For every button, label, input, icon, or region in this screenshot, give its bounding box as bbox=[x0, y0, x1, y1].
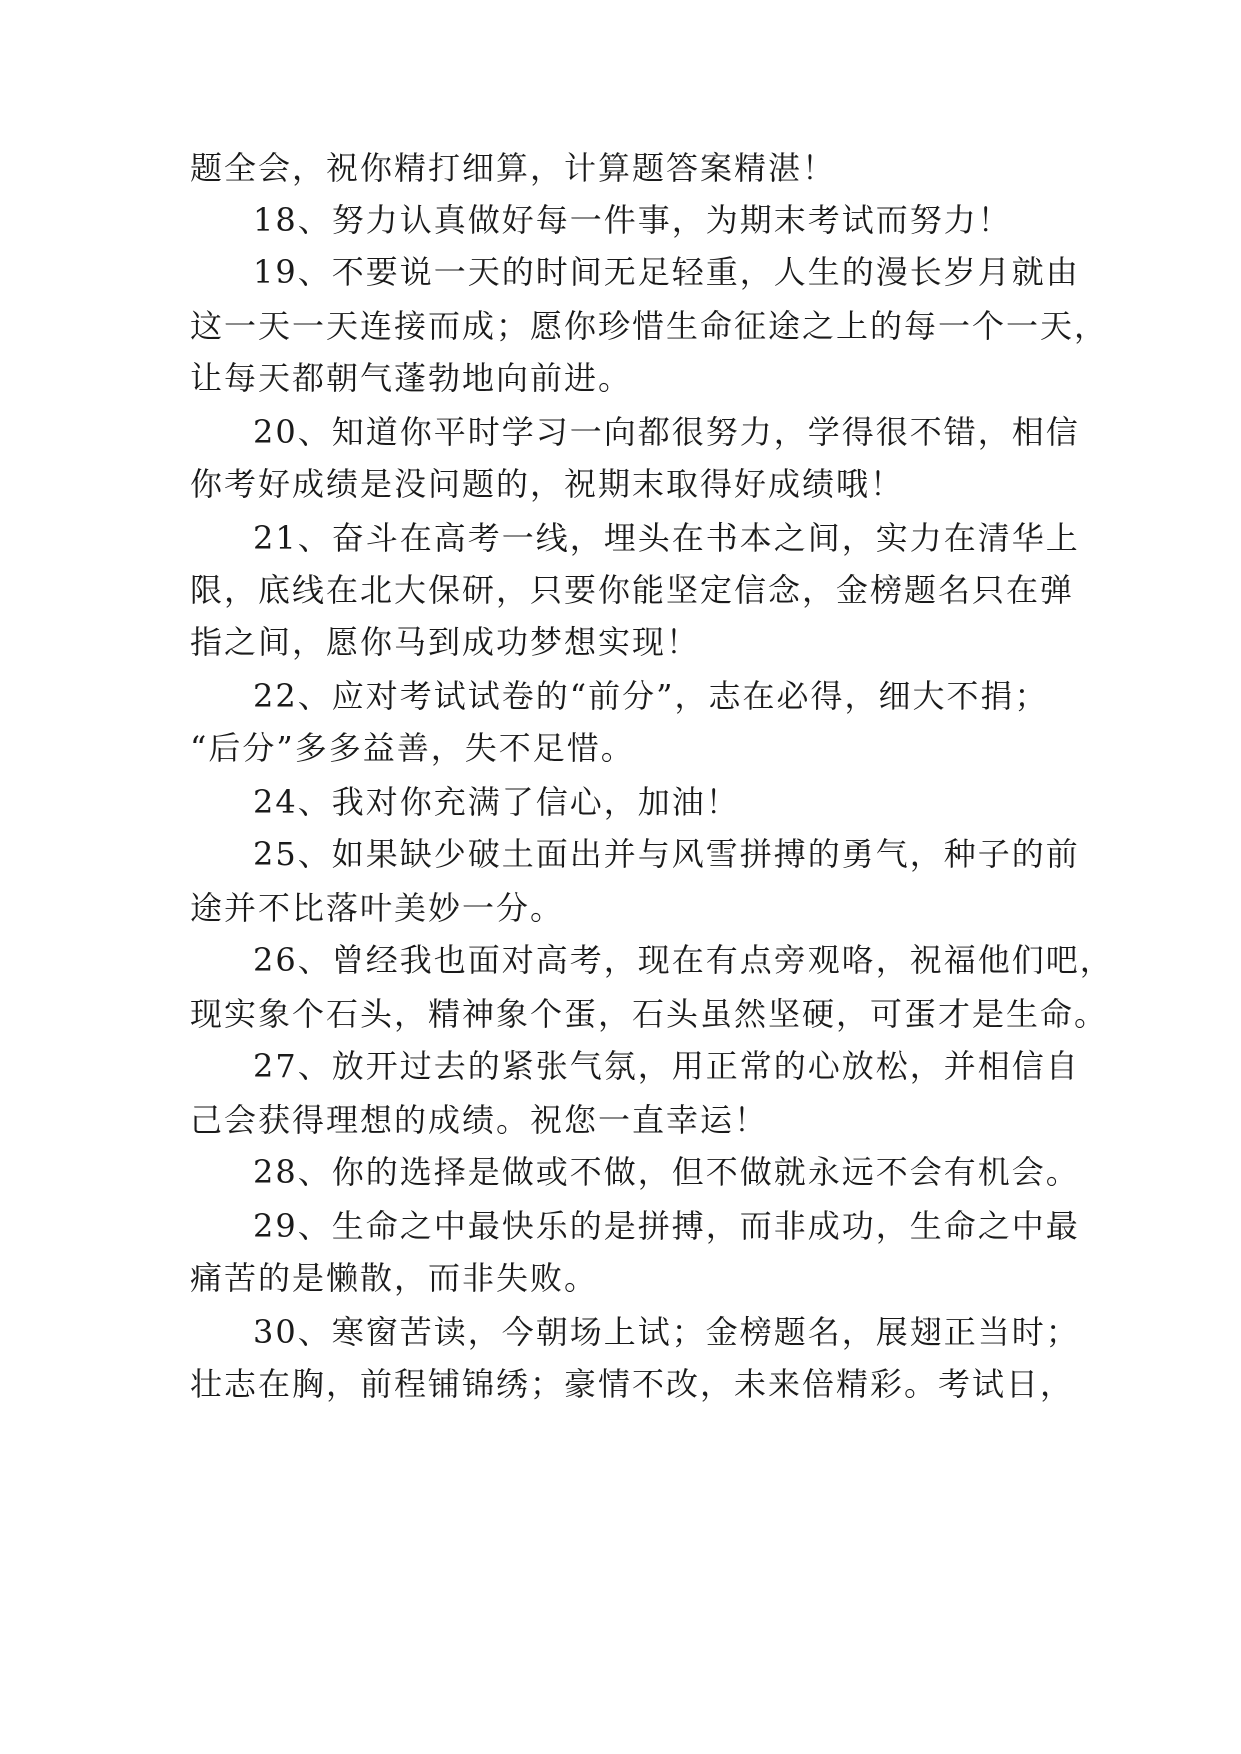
text-line: 途并不比落叶美妙一分。 bbox=[190, 889, 565, 927]
text-line: 让每天都朝气蓬勃地向前进。 bbox=[190, 359, 633, 397]
text-line: 26、曾经我也面对高考，现在有点旁观咯，祝福他们吧， bbox=[253, 941, 1114, 979]
text-line: 这一天一天连接而成；愿你珍惜生命征途之上的每一个一天， bbox=[190, 307, 1109, 345]
text-line: 壮志在胸，前程铺锦绣；豪情不改，未来倍精彩。考试日， bbox=[190, 1365, 1075, 1403]
text-line: 24、我对你充满了信心，加油！ bbox=[253, 783, 740, 821]
text-line: 指之间，愿你马到成功梦想实现！ bbox=[190, 623, 701, 661]
text-line: 25、如果缺少破土面出并与风雪拼搏的勇气，种子的前 bbox=[253, 835, 1080, 873]
text-line: 29、生命之中最快乐的是拼搏，而非成功，生命之中最 bbox=[253, 1207, 1080, 1245]
text-line: 你考好成绩是没问题的，祝期末取得好成绩哦！ bbox=[190, 465, 905, 503]
text-line: 20、知道你平时学习一向都很努力，学得很不错，相信 bbox=[253, 413, 1080, 451]
text-line: 28、你的选择是做或不做，但不做就永远不会有机会。 bbox=[253, 1153, 1080, 1191]
text-line: 18、努力认真做好每一件事，为期末考试而努力！ bbox=[253, 201, 1012, 239]
text-line: 现实象个石头，精神象个蛋，石头虽然坚硬，可蛋才是生命。 bbox=[190, 995, 1109, 1033]
text-line: 27、放开过去的紧张气氛，用正常的心放松，并相信自 bbox=[253, 1047, 1080, 1085]
text-line: “后分”多多益善，失不足惜。 bbox=[190, 729, 635, 767]
text-line: 19、不要说一天的时间无足轻重，人生的漫长岁月就由 bbox=[253, 253, 1080, 291]
text-line: 21、奋斗在高考一线，埋头在书本之间，实力在清华上 bbox=[253, 519, 1080, 557]
text-line: 题全会，祝你精打细算，计算题答案精湛！ bbox=[190, 149, 837, 187]
text-line: 痛苦的是懒散，而非失败。 bbox=[190, 1259, 599, 1297]
text-line: 22、应对考试试卷的“前分”，志在必得，细大不捐； bbox=[253, 677, 1049, 715]
text-line: 30、寒窗苦读，今朝场上试；金榜题名，展翅正当时； bbox=[253, 1313, 1080, 1351]
text-line: 己会获得理想的成绩。祝您一直幸运！ bbox=[190, 1101, 769, 1139]
text-line: 限，底线在北大保研，只要你能坚定信念，金榜题名只在弹 bbox=[190, 571, 1075, 609]
